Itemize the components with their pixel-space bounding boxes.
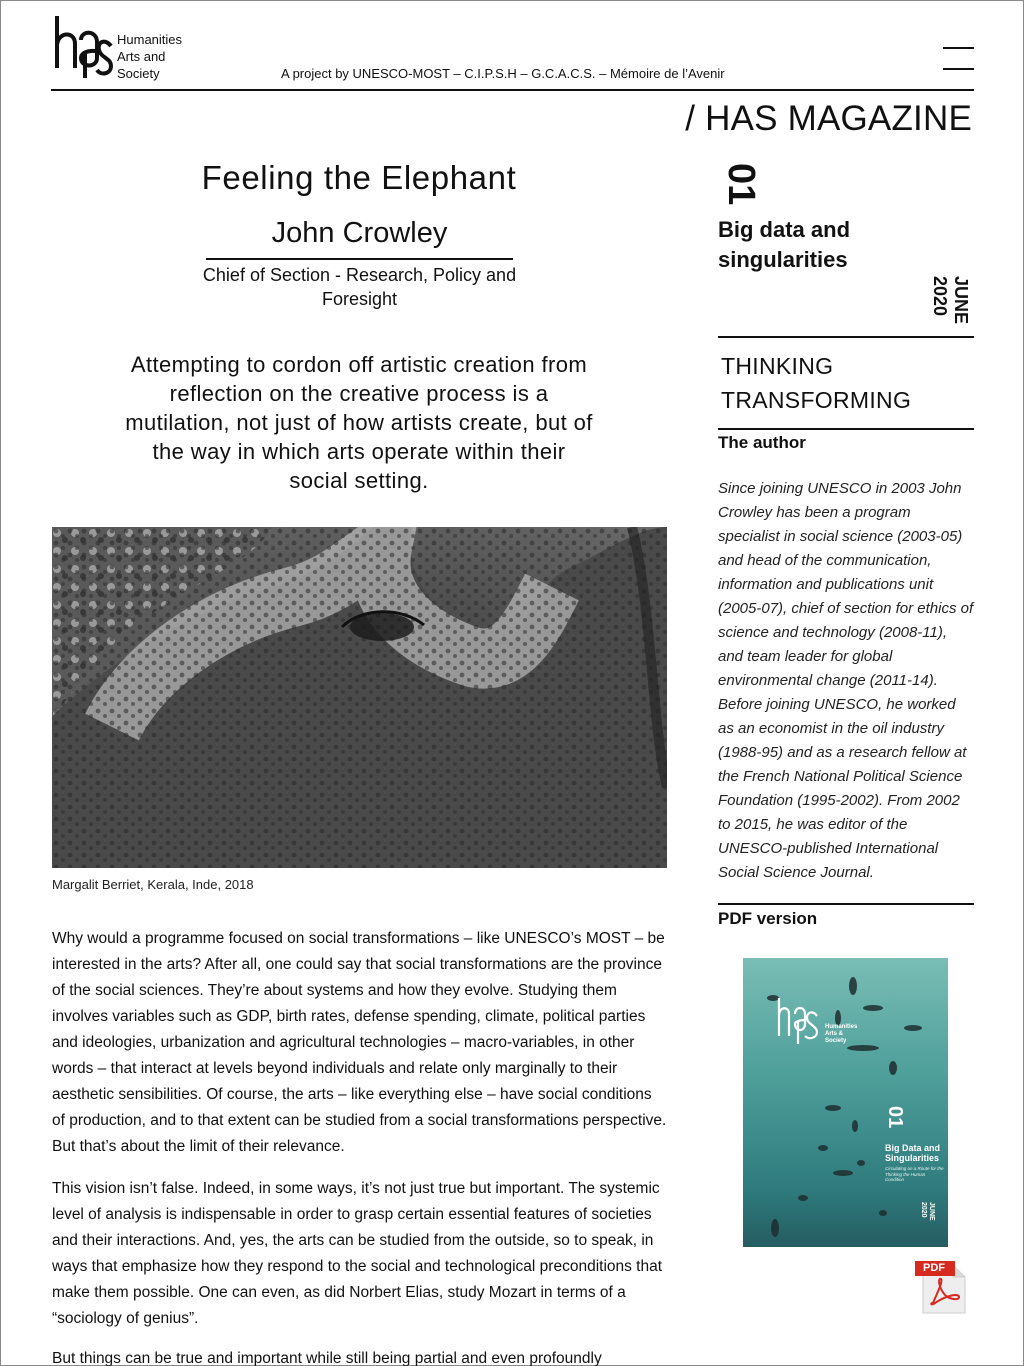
cover-brand: Humanities Arts & Society: [825, 1024, 858, 1044]
hamburger-menu-icon[interactable]: [943, 47, 974, 71]
sidebar-divider: [718, 428, 974, 430]
pdf-download-icon[interactable]: [913, 1259, 969, 1315]
image-caption: Margalit Berriet, Kerala, Inde, 2018: [52, 877, 254, 892]
pull-quote: Attempting to cordon off artistic creation from reflection on the creative process is a mutilation, not just of how artists create, but of the way in which arts operate within their social setting.: [125, 352, 593, 493]
issue-number: 01: [720, 163, 762, 206]
issue-title[interactable]: Big data and singularities: [718, 217, 851, 272]
author-heading: The author: [718, 433, 806, 452]
article-paragraph: Why would a programme focused on social transformations – like UNESCO’s MOST – be interested in the arts? After all, one could say that social transformations are the province of the social sciences. They’re about systems and how they evolve. Studying them involves variables such as GDP, birth rates, defense spending, climate, political parties and ideologies, urbanization and agricultural technologies – macro-variables, in other words – that interact at levels beyond individuals and relate only marginally to their aesthetic sensibilities. Of course, the arts – like everything else – have social conditions of production, and to that extent can be studied from a social transformations perspective. But that’s about the limit of their relevance.: [52, 930, 667, 1155]
cover-title: Big Data and Singularities: [885, 1143, 941, 1163]
author-underline: [206, 258, 513, 260]
brand-name: Humanities Arts and Society: [117, 32, 183, 81]
article-paragraph: But things can be true and important while still being partial and even profoundly: [52, 1350, 602, 1366]
header-divider: [51, 89, 974, 91]
sidebar-divider: [718, 903, 974, 905]
article-paragraph: This vision isn’t false. Indeed, in some ways, it’s not just true but important. The systemic level of analysis is indispensable in order to grasp certain essential features of societies and their interactions. And, yes, the arts can be studied from the outside, so to speak, in ways that emphasize how they respond to the social and technological preconditions that make them possible. One can even, as did Norbert Elias, study Mozart in terms of a “sociology of genius”.: [52, 1180, 663, 1327]
cover-date: JUNE 2020: [920, 1202, 935, 1221]
pdf-heading: PDF version: [718, 909, 818, 928]
issue-date-month: JUNE: [951, 276, 971, 325]
cover-art: [743, 958, 948, 1247]
author-bio: Since joining UNESCO in 2003 John Crowley has been a program specialist in social science (2003-05) and head of the communication, information and publications unit (2005-07), chief of section for ethics of science and technology (2008-11), and team leader for global environmental change (2011-14). Before joining UNESCO, he worked as an economist in the oil industry (1988-95) and as a research fellow at the French National Political Science Foundation (1995-2002). From 2002 to 2015, he was editor of the UNESCO-published International Social Science Journal.: [718, 480, 974, 881]
issue-date: [929, 276, 971, 331]
project-tagline: A project by UNESCO-MOST – C.I.P.S.H – G.C.A.C.S. – Mémoire de l’Avenir: [281, 66, 725, 81]
issue-date-year: 2020: [930, 276, 950, 317]
has-logo[interactable]: [51, 12, 113, 80]
author-role: Chief of Section - Research, Policy and Foresight: [202, 265, 517, 309]
article-title: Feeling the Elephant: [201, 159, 517, 196]
magazine-cover-thumbnail[interactable]: [743, 958, 948, 1247]
magazine-title[interactable]: / HAS MAGAZINE: [685, 99, 972, 138]
elephant-photo: [52, 527, 667, 868]
pdf-icon-label: PDF: [923, 1262, 945, 1274]
article-author: John Crowley: [271, 217, 448, 249]
sidebar-divider: [718, 336, 974, 338]
section-label[interactable]: THINKING TRANSFORMING: [721, 353, 912, 413]
cover-subtitle: Circulating on a Route for the Thinking the Human Condition: [885, 1166, 944, 1182]
cover-number: 01: [884, 1106, 906, 1129]
